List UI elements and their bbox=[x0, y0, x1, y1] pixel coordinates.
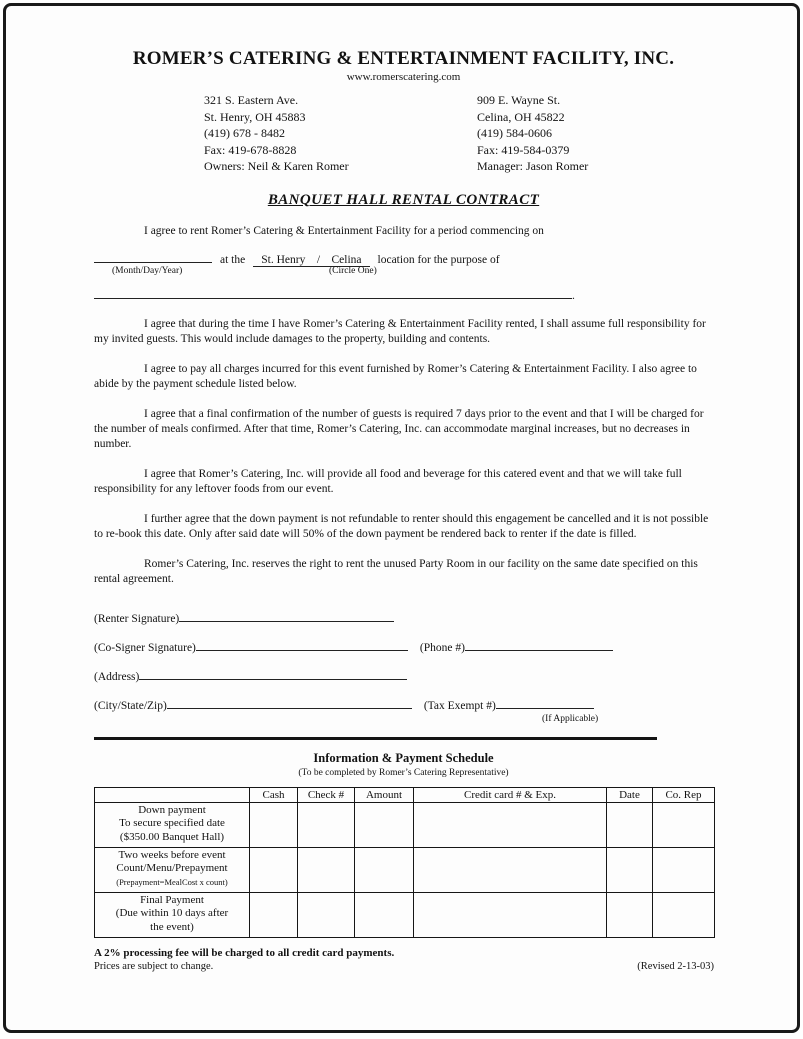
paragraph-down-payment: I further agree that the down payment is not refundable to renter should this engagement be cancelled and it is not possible to re-book this date. Only after said date will 50% of the down payment be rendered back to renter if the date is filled. bbox=[94, 512, 709, 540]
cell-credit-card bbox=[414, 847, 607, 892]
city-state-zip-label: (City/State/Zip) bbox=[94, 699, 167, 712]
paragraph-party-room: Romer’s Catering, Inc. reserves the right to rent the unused Party Room in our facility on the same date specified on this rental agreement. bbox=[94, 557, 698, 585]
header-cell-cash: Cash bbox=[250, 787, 298, 802]
payment-schedule-subtitle: (To be completed by Romer’s Catering Representative) bbox=[298, 767, 509, 778]
company-website: www.romerscatering.com bbox=[346, 71, 461, 83]
row-label-line: (Prepayment=MealCost x count) bbox=[116, 876, 228, 887]
company-name: ROMER’S CATERING & ENTERTAINMENT FACILITY, INC. bbox=[132, 48, 675, 69]
cell-check bbox=[298, 802, 355, 847]
paragraph-responsibility: I agree that during the time I have Romer’s Catering & Entertainment Facility rented, I shall assume full responsibility for my invited guests. This would include damages to the property, building and contents. bbox=[94, 317, 706, 345]
fax-line: Fax: 419-584-0379 bbox=[477, 142, 570, 157]
cell-co-rep bbox=[653, 847, 715, 892]
header-cell-check: Check # bbox=[298, 787, 355, 802]
period-text: . bbox=[572, 289, 575, 302]
owners-line: Owners: Neil & Karen Romer bbox=[204, 159, 349, 173]
cell-cash bbox=[250, 802, 298, 847]
header-cell-empty bbox=[95, 787, 250, 802]
tax-exempt-label: (Tax Exempt #) bbox=[423, 699, 496, 712]
if-applicable-label: (If Applicable) bbox=[542, 713, 599, 724]
fax-line: Fax: 419-678-8828 bbox=[204, 142, 297, 157]
city-state-zip-blank bbox=[167, 698, 412, 709]
address-blank bbox=[139, 669, 407, 680]
fill-line-labels bbox=[94, 266, 713, 278]
cell-cash bbox=[250, 892, 298, 937]
paragraph-food-beverage: I agree that Romer’s Catering, Inc. will provide all food and beverage for this catered event and that we will take full responsibility for any leftover foods from our event. bbox=[94, 467, 682, 495]
cell-co-rep bbox=[653, 892, 715, 937]
cell-date bbox=[607, 892, 653, 937]
tax-exempt-blank bbox=[496, 698, 594, 709]
cell-amount bbox=[355, 802, 414, 847]
cell-check bbox=[298, 892, 355, 937]
address-celina bbox=[477, 92, 588, 175]
row-label-line: ($350.00 Banquet Hall) bbox=[119, 830, 225, 843]
paragraph-confirmation: I agree that a final confirmation of the number of guests is required 7 days prior to the event and that I will be charged for the number of meals confirmed. After that time, Romer’s Catering, Inc. can accommodate marginal increases, but no decreases in number. bbox=[94, 407, 704, 450]
renter-signature-line bbox=[94, 611, 713, 625]
row-label-final-payment bbox=[95, 892, 250, 937]
cell-amount bbox=[355, 847, 414, 892]
section-divider bbox=[94, 737, 657, 740]
table-row-two-weeks bbox=[95, 847, 715, 892]
address-line-field bbox=[94, 669, 713, 683]
cell-credit-card bbox=[414, 802, 607, 847]
table-header-row bbox=[95, 787, 715, 802]
address-line: Celina, OH 45822 bbox=[477, 109, 565, 124]
processing-fee-note: A 2% processing fee will be charged to all credit card payments. bbox=[94, 946, 395, 959]
payment-schedule-table bbox=[94, 787, 715, 938]
cosigner-signature-blank bbox=[196, 640, 408, 651]
paragraph-charges: I agree to pay all charges incurred for this event furnished by Romer’s Catering & Entertainment Facility. I also agree to abide by the payment schedule listed below. bbox=[94, 362, 697, 390]
cell-check bbox=[298, 847, 355, 892]
renter-signature-label: (Renter Signature) bbox=[94, 612, 180, 625]
row-label-line: (Due within 10 days after bbox=[115, 907, 229, 919]
commencing-date-line bbox=[94, 252, 713, 266]
payment-schedule-title: Information & Payment Schedule bbox=[313, 750, 494, 765]
table-row-final-payment bbox=[95, 892, 715, 937]
header-cell-date: Date bbox=[607, 787, 653, 802]
cosigner-signature-line bbox=[94, 640, 713, 654]
cell-amount bbox=[355, 892, 414, 937]
purpose-blank bbox=[94, 288, 572, 299]
phone-line: (419) 584-0606 bbox=[477, 126, 552, 140]
revision-date: (Revised 2-13-03) bbox=[637, 960, 714, 972]
address-line: 909 E. Wayne St. bbox=[477, 93, 561, 107]
phone-blank bbox=[465, 640, 613, 651]
table-row-down-payment bbox=[95, 802, 715, 847]
purpose-blank-line bbox=[94, 288, 713, 302]
contract-title: BANQUET HALL RENTAL CONTRACT bbox=[267, 191, 540, 208]
cell-date bbox=[607, 847, 653, 892]
manager-line: Manager: Jason Romer bbox=[477, 159, 589, 173]
address-label: (Address) bbox=[94, 670, 140, 683]
row-label-line: Count/Menu/Prepayment bbox=[116, 862, 228, 874]
address-st-henry bbox=[204, 92, 384, 175]
contract-document-page bbox=[3, 3, 800, 1033]
cosigner-signature-label: (Co-Signer Signature) bbox=[94, 641, 196, 654]
intro-line: I agree to rent Romer’s Catering & Entertainment Facility for a period commencing on bbox=[144, 224, 544, 237]
row-label-line: Two weeks before event bbox=[118, 848, 226, 861]
header-cell-amount: Amount bbox=[355, 787, 414, 802]
row-label-two-weeks bbox=[95, 847, 250, 892]
city-state-zip-line bbox=[94, 698, 713, 712]
phone-label: (Phone #) bbox=[419, 641, 465, 654]
cell-credit-card bbox=[414, 892, 607, 937]
header-cell-co-rep: Co. Rep bbox=[653, 787, 715, 802]
row-label-line: To secure specified date bbox=[119, 817, 225, 829]
address-line: St. Henry, OH 45883 bbox=[204, 109, 306, 124]
prices-note: Prices are subject to change. bbox=[94, 960, 214, 972]
location-options: St. Henry / Celina bbox=[253, 254, 369, 267]
circle-one-label: (Circle One) bbox=[329, 265, 377, 276]
row-label-line: the event) bbox=[150, 920, 194, 933]
date-blank bbox=[94, 252, 212, 263]
header-cell-credit-card: Credit card # & Exp. bbox=[414, 787, 607, 802]
row-label-line: Final Payment bbox=[140, 893, 204, 906]
footer-row bbox=[94, 961, 714, 972]
cell-cash bbox=[250, 847, 298, 892]
at-the-text: at the bbox=[220, 253, 246, 266]
cell-date bbox=[607, 802, 653, 847]
row-label-down-payment bbox=[95, 802, 250, 847]
month-day-year-label: (Month/Day/Year) bbox=[112, 265, 183, 276]
address-block bbox=[94, 92, 713, 175]
cell-co-rep bbox=[653, 802, 715, 847]
address-line: 321 S. Eastern Ave. bbox=[204, 93, 299, 107]
row-label-line: Down payment bbox=[138, 803, 206, 816]
renter-signature-blank bbox=[179, 611, 394, 622]
purpose-text: location for the purpose of bbox=[377, 253, 500, 266]
phone-line: (419) 678 - 8482 bbox=[204, 126, 285, 140]
